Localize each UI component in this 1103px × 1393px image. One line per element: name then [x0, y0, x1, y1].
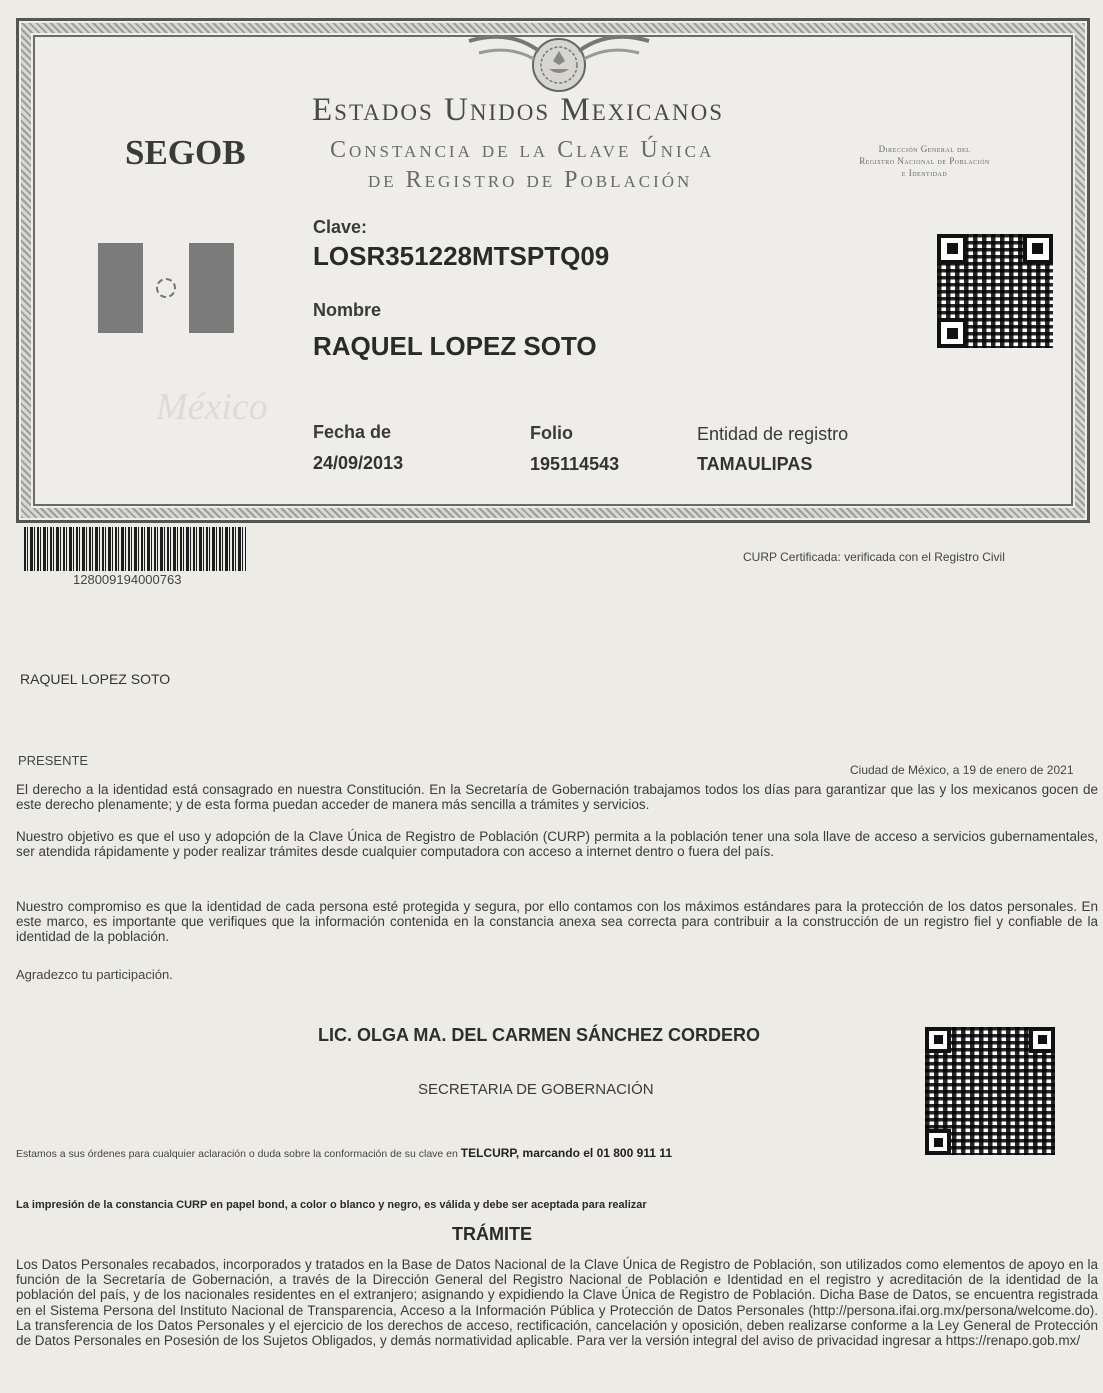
- letter-paragraph-2: Nuestro objetivo es que el uso y adopción de la Clave Única de Registro de Población (CURP) permita a la población tener una sola llave de acceso a servicios gubernamentales, ser atendida rápidamente y poder realizar trámites desde cualquier computadora con acceso a internet dentro o fuera del país.: [16, 829, 1098, 859]
- folio-label: Folio: [530, 423, 573, 443]
- telcurp-phone: TELCURP, marcando el 01 800 911 11: [460, 1146, 672, 1160]
- signatory-name: LIC. OLGA MA. DEL CARMEN SÁNCHEZ CORDERO: [318, 1025, 761, 1045]
- issuing-office-line-1: Dirección General del: [878, 144, 971, 154]
- fecha-value: 24/09/2013: [313, 453, 404, 473]
- clave-label: Clave:: [313, 217, 368, 237]
- printing-validity-note: La impresión de la constancia CURP en papel bond, a color o blanco y negro, es válida y debe ser aceptada para realizar: [16, 1199, 647, 1211]
- watermark-text: México: [156, 386, 268, 428]
- qr-code-icon: [937, 234, 1053, 348]
- agency-logo: SEGOB: [125, 133, 246, 172]
- nombre-label: Nombre: [313, 300, 382, 320]
- issuing-office: [812, 143, 1037, 179]
- barcode-icon: [24, 527, 246, 571]
- clave-value: LOSR351228MTSPTQ09: [313, 241, 610, 271]
- entidad-value: TAMAULIPAS: [697, 454, 813, 474]
- letter-paragraph-3: Nuestro compromiso es que la identidad de cada persona esté protegida y segura, por ello contamos con los máximos estándares para la protección de los datos personales. En este marco, es importante que verifiques que la información contenida en la constancia anexa sea correcta para contribuir a la construcción de un registro fiel y confiable de la identidad de la población.: [16, 899, 1098, 944]
- issuing-office-line-2: Registro Nacional de Población: [859, 156, 990, 166]
- tramite-heading: TRÁMITE: [452, 1224, 532, 1244]
- place-date: Ciudad de México, a 19 de enero de 2021: [850, 763, 1074, 777]
- document-title-line-2: de Registro de Población: [368, 167, 693, 193]
- curp-certified-note: CURP Certificada: verificada con el Registro Civil: [743, 550, 1005, 564]
- flag-emblem-icon: [156, 278, 176, 298]
- signatory-title: SECRETARIA DE GOBERNACIÓN: [418, 1081, 654, 1098]
- folio-value: 195114543: [530, 454, 620, 474]
- privacy-notice: Los Datos Personales recabados, incorporados y tratados en la Base de Datos Nacional de la Clave Única de Registro de Población, son utilizados como elementos de apoyo en la función de la Secretaría de Gobernación, a través de la Dirección General del Registro Nacional de Población e Identidad en el registro y acreditación de la identidad de la población del país, y de los nacionales residentes en el extranjero; asignando y expidiendo la Clave Única de Registro de Población. Dicha Base de Datos, se encuentra registrada en el Sistema Persona del Instituto Nacional de Transparencia, Acceso a la Información Pública y Protección de Datos Personales (http://persona.ifai.org.mx/persona/welcome.do). La transferencia de los Datos Personales y el ejercicio de los derechos de acceso, rectificación, cancelación y oposición, deben realizarse conforme a la Ley General de Protección de Datos Personales en Posesión de los Sujetos Obligados, y demás normatividad aplicable. Para ver la versión integral del aviso de privacidad ingresar a https://renapo.gob.mx/: [16, 1257, 1098, 1349]
- letter-paragraph-1: El derecho a la identidad está consagrado en nuestra Constitución. En la Secretaría de Gobernación trabajamos todos los días para garantizar que las y los mexicanos gocen de este derecho plenamente; y de esta forma puedan acceder de manera más sencilla a trámites y servicios.: [16, 782, 1098, 812]
- telcurp-note: [16, 1146, 672, 1160]
- barcode-number: 128009194000763: [73, 572, 182, 587]
- issuing-office-line-3: e Identidad: [901, 168, 948, 178]
- fecha-label: Fecha de: [313, 422, 392, 442]
- presente-label: PRESENTE: [18, 753, 89, 768]
- entidad-label: Entidad de registro: [697, 424, 849, 444]
- addressee-name: RAQUEL LOPEZ SOTO: [20, 671, 171, 687]
- country-title: Estados Unidos Mexicanos: [312, 92, 725, 128]
- qr-code-icon: [925, 1027, 1055, 1155]
- telcurp-text: Estamos a sus órdenes para cualquier aclaración o duda sobre la conformación de su clave en: [16, 1148, 461, 1160]
- nombre-value: RAQUEL LOPEZ SOTO: [313, 331, 597, 361]
- closing-text: Agradezco tu participación.: [16, 967, 173, 982]
- mexican-flag-icon: [98, 243, 234, 333]
- document-title-line-1: Constancia de la Clave Única: [330, 137, 715, 163]
- coat-of-arms-icon: [449, 23, 669, 93]
